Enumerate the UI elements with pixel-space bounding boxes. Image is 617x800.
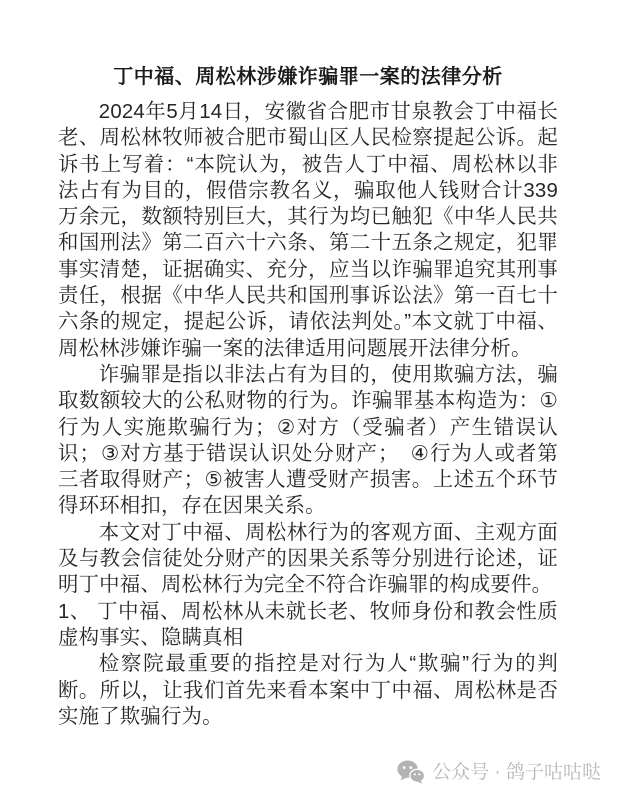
watermark bbox=[397, 760, 601, 784]
paragraph-thesis: 本文对丁中福、周松林行为的客观方面、主观方面及与教会信徒处分财产的因果关系等分别进行论述，证明丁中福、周松林行为完全不符合诈骗罪的构成要件。 bbox=[58, 521, 558, 597]
paragraph-fraud-definition: 诈骗罪是指以非法占有为目的，使用欺骗方法，骗取数额较大的公私财物的行为。诈骗罪基本构造为：①行为人实施欺骗行为；②对方（受骗者）产生错误认识；③对方基于错误认识处分财产； ④行为人或者第三者取得财产；⑤被害人遭受财产损害。上述五个环节得环环相扣，存在因果关系。 bbox=[58, 363, 558, 518]
paragraph-point-1-body: 检察院最重要的指控是对行为人“欺骗”行为的判断。所以，让我们首先来看本案中丁中福、周松林是否实施了欺骗行为。 bbox=[58, 653, 558, 728]
document-body bbox=[58, 64, 558, 730]
paragraph-heading-point-1: 1、 丁中福、周松林从未就长老、牧师身份和教会性质虚构事实、隐瞒真相 bbox=[58, 600, 558, 649]
wechat-icon bbox=[397, 760, 425, 784]
watermark-label: 公众号 · 鸽子咕咕哒 bbox=[432, 761, 601, 783]
page-title: 丁中福、周松林涉嫌诈骗罪一案的法律分析 bbox=[113, 66, 503, 88]
paragraph-intro-indictment: 2024年5月14日，安徽省合肥市甘泉教会丁中福长老、周松林牧师被合肥市蜀山区人民检察提起公诉。起诉书上写着：“本院认为，被告人丁中福、周松林以非法占有为目的，假借宗教名义，骗取他人钱财合计339万余元，数额特别巨大，其行为均已触犯《中华人民共和国刑法》第二百六十六条、第二十五条之规定，犯罪事实清楚，证据确实、充分，应当以诈骗罪追究其刑事责任，根据《中华人民共和国刑事诉讼法》第一百七十六条的规定，提起公诉，请依法判处。”本文就丁中福、周松林涉嫌诈骗一案的法律适用问题展开法律分析。 bbox=[58, 101, 558, 360]
